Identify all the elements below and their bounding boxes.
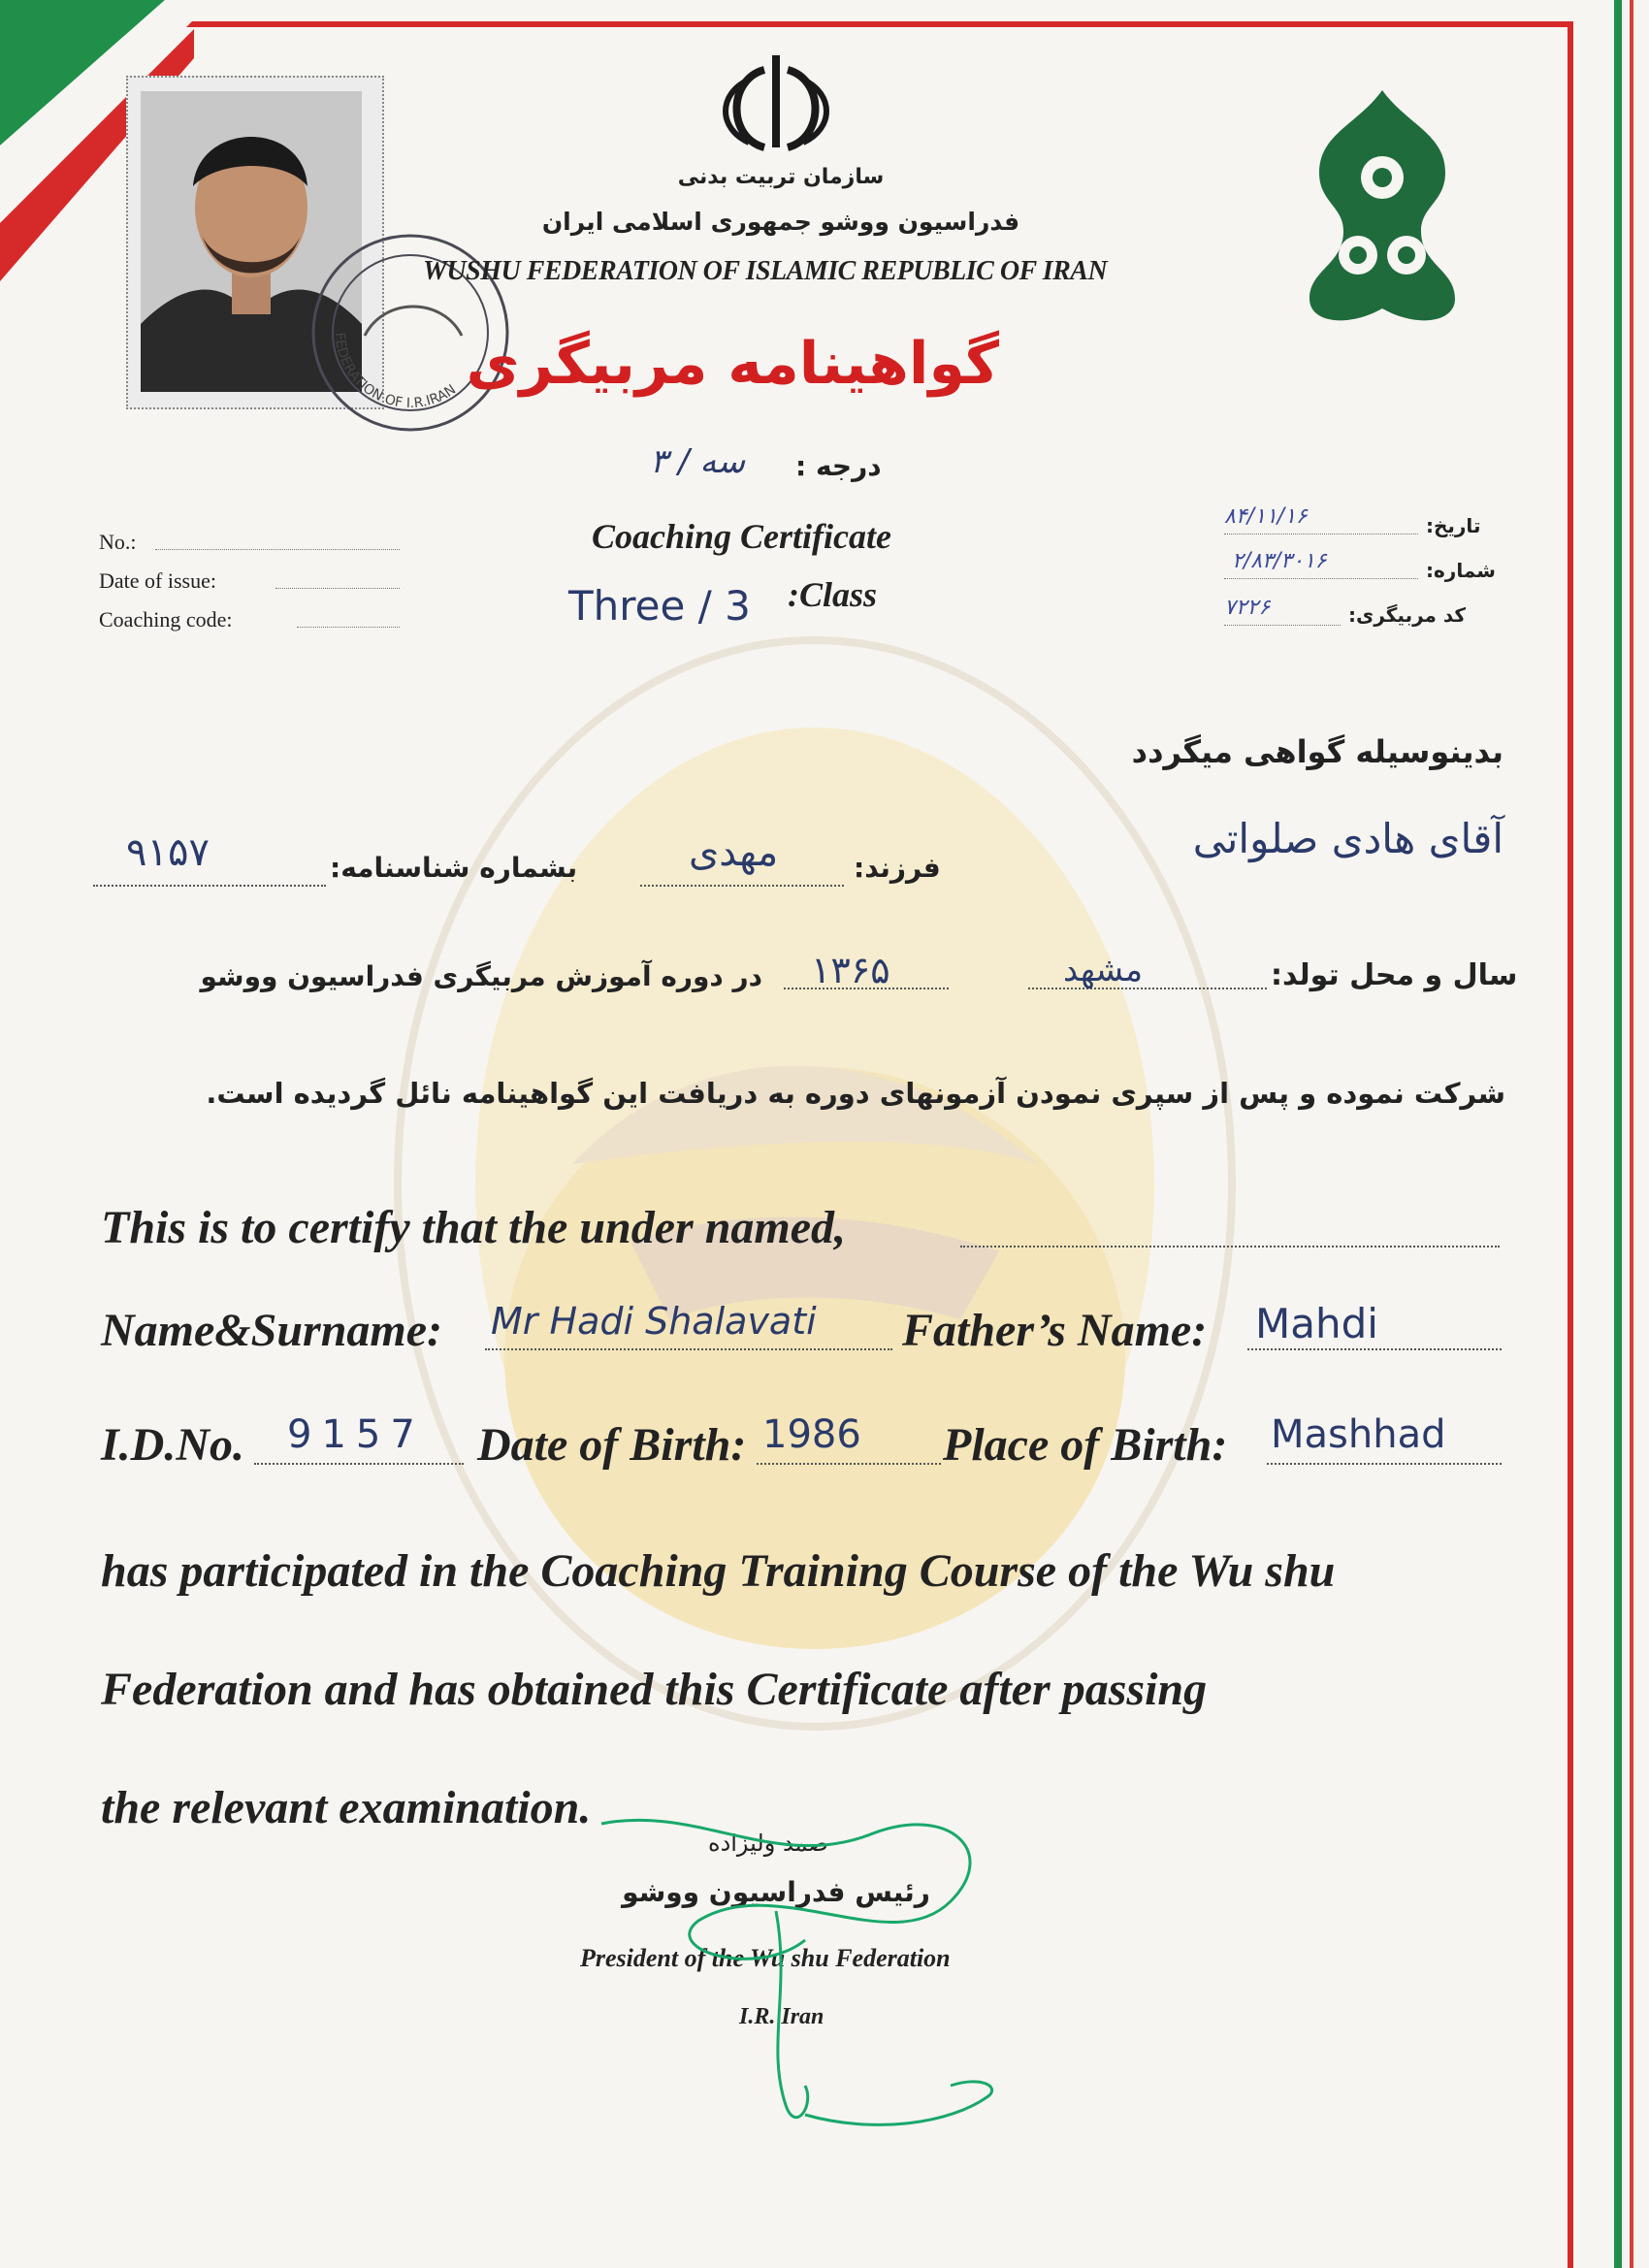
federation-name-en: WUSHU FEDERATION OF ISLAMIC REPUBLIC OF IRAN xyxy=(423,256,1108,286)
birth-year-fa: ۱۳۶۵ xyxy=(811,949,890,991)
certify-dots xyxy=(960,1246,1500,1247)
course-fa: در دوره آموزش مربیگری فدراسیون ووشو xyxy=(200,960,762,992)
signer-name-fa: صمد ولیزاده xyxy=(708,1830,828,1857)
meta-code-label: Coaching code: xyxy=(99,607,233,632)
name-label: Name&Surname: xyxy=(101,1305,443,1356)
edge-red-stripe xyxy=(1630,0,1633,2268)
org-name-fa: سازمان تربیت بدنی xyxy=(677,165,885,189)
statement-line-3: the relevant examination. xyxy=(101,1782,592,1833)
meta-no-label-fa: شماره: xyxy=(1426,559,1496,582)
svg-text:FEDERATION OF I.R.IRAN: FEDERATION OF I.R.IRAN xyxy=(331,332,460,412)
class-value: Three / 3 xyxy=(568,582,751,630)
name-dots xyxy=(485,1348,892,1350)
iran-emblem-icon xyxy=(708,50,844,157)
statement-line-1: has participated in the Coaching Training Course of the Wu shu xyxy=(101,1545,1336,1597)
meta-date-value: ۸۴/۱۱/۱۶ xyxy=(1224,504,1308,529)
meta-code-label-fa: کد مربیگری: xyxy=(1348,603,1467,627)
president-title-fa: رئیس فدراسیون ووشو xyxy=(622,1876,930,1908)
statement-line-2: Federation and has obtained this Certificate after passing xyxy=(101,1664,1208,1715)
meta-code-fa-dots xyxy=(1224,625,1341,626)
dob-label: Date of Birth: xyxy=(477,1419,747,1471)
meta-date-fa-dots xyxy=(1224,534,1418,535)
meta-no-value: ۲/۸۳/۳۰۱۶ xyxy=(1232,549,1327,573)
meta-code-value: ۷۲۲۶ xyxy=(1224,596,1271,620)
father-fa: مهدی xyxy=(689,830,779,875)
meta-code-dots xyxy=(297,627,400,628)
id-value: 9157 xyxy=(287,1412,425,1457)
meta-date-label-fa: تاریخ: xyxy=(1426,514,1481,537)
father-value: Mahdi xyxy=(1255,1300,1378,1347)
closing-fa: شرکت نموده و پس از سپری نمودن آزمونهای دوره به دریافت این گواهینامه نائل گردیده است. xyxy=(206,1077,1505,1110)
id-value-fa: ۹۱۵۷ xyxy=(126,830,210,875)
frame-right-border xyxy=(1568,21,1573,2268)
grade-label-fa: درجه : xyxy=(795,450,882,482)
dob-value: 1986 xyxy=(762,1412,861,1457)
class-label: :Class xyxy=(788,575,878,614)
meta-no-dots xyxy=(155,549,400,550)
meta-date-dots xyxy=(275,588,400,589)
pob-dots xyxy=(1267,1463,1502,1465)
certificate-title-fa: گواهینامه مربیگری xyxy=(466,330,999,398)
country-label: I.R. Iran xyxy=(739,2004,824,2029)
id-dots xyxy=(254,1463,464,1465)
intro-fa: بدینوسیله گواهی میگردد xyxy=(1131,733,1504,770)
president-title-en: President of the Wu shu Federation xyxy=(580,1944,951,1972)
birth-label-fa: سال و محل تولد: xyxy=(1271,958,1518,992)
id-label-fa: بشماره شناسنامه: xyxy=(330,852,578,884)
grade-value: سه / ۳ xyxy=(650,442,746,481)
certify-line: This is to certify that the under named, xyxy=(101,1202,847,1253)
pob-label: Place of Birth: xyxy=(943,1419,1228,1471)
name-value: Mr Hadi Shalavati xyxy=(491,1300,817,1343)
id-fa-dots xyxy=(93,885,326,887)
edge-green-stripe xyxy=(1614,0,1622,2268)
meta-no-label: No.: xyxy=(99,530,137,554)
father-dots xyxy=(1247,1348,1502,1350)
meta-date-label: Date of issue: xyxy=(99,568,216,593)
id-label: I.D.No. xyxy=(101,1419,245,1471)
child-of-label: فرزند: xyxy=(854,852,941,884)
pob-value: Mashhad xyxy=(1271,1412,1446,1457)
wushu-logo-icon xyxy=(1300,85,1465,334)
meta-no-fa-dots xyxy=(1224,578,1418,579)
father-fa-dots xyxy=(640,885,844,887)
dob-dots xyxy=(757,1463,941,1465)
federation-name-fa: فدراسیون ووشو جمهوری اسلامی ایران xyxy=(541,208,1020,236)
mr-name-fa: آقای هادی صلواتی xyxy=(1192,815,1504,862)
father-label: Father’s Name: xyxy=(902,1305,1208,1356)
frame-top-border xyxy=(155,21,1571,27)
birth-place-fa: مشهد xyxy=(1063,951,1144,989)
signature-scribble xyxy=(582,1795,1125,2163)
certificate-title-en: Coaching Certificate xyxy=(592,517,891,556)
